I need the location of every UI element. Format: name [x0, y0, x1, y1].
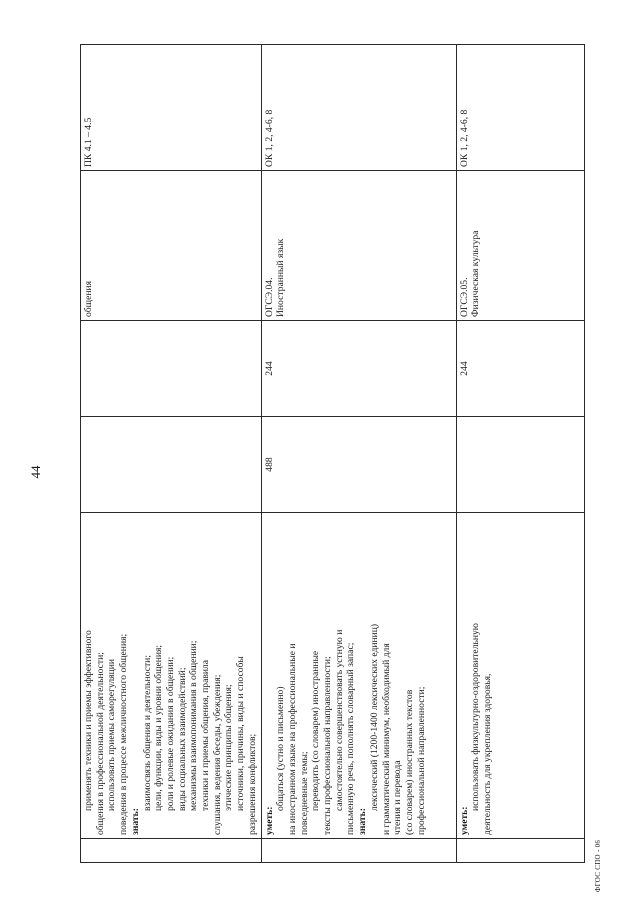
hours-cell	[81, 321, 262, 417]
index-cell	[456, 839, 584, 863]
content-line: слушания, ведения беседы, убеждения;	[211, 674, 223, 835]
content-cell	[261, 513, 456, 839]
content-line: взаимосвязь общения и деятельности;	[141, 655, 153, 811]
max-hours-cell	[456, 417, 584, 513]
content-line: применять техники и приемы эффективного	[83, 630, 94, 811]
discipline-cell	[456, 171, 584, 321]
content-line: переводить (со словарем) иностранные	[310, 650, 322, 811]
section-label: уметь:	[458, 806, 470, 835]
competency-code: ОК 1, 2, 4-6, 8	[263, 109, 275, 167]
competencies-cell	[81, 45, 262, 171]
content-cell	[456, 513, 584, 839]
max-hours-cell	[81, 417, 262, 513]
content-line: чтения и перевода	[392, 760, 404, 835]
discipline-code: ОГСЭ.05.	[458, 277, 470, 317]
footer-code: ФГОС СПО - 06	[594, 839, 602, 893]
discipline-cell	[261, 171, 456, 321]
content-cell	[81, 513, 262, 839]
table-body	[81, 45, 585, 863]
content-line: общаться (устно и письменно)	[275, 686, 287, 811]
page-number: 44	[28, 465, 43, 479]
hours-cell: 244	[261, 321, 456, 417]
content-line: деятельность для укрепления здоровья,	[481, 673, 493, 835]
content-line: на иностранном языке на профессиональные и	[286, 643, 298, 835]
table-row	[81, 45, 262, 863]
hours-cell: 244	[456, 321, 584, 417]
content-line: цели, функции, виды и уровни общения;	[153, 644, 165, 811]
index-cell	[81, 839, 262, 863]
discipline-code: ОГСЭ.04.	[263, 277, 275, 317]
max-hours-cell: 488	[261, 417, 456, 513]
content-line: использовать приемы саморегуляции	[106, 659, 118, 811]
content-line: и грамматический минимум, необходимый для	[380, 643, 392, 835]
competencies-cell	[261, 45, 456, 171]
content-line: лексический (1200-1400 лексических единиц)	[368, 623, 380, 811]
index-cell	[261, 839, 456, 863]
content-line: повседневные темы;	[298, 751, 310, 835]
discipline-name: Физическая культура	[470, 230, 482, 317]
discipline-name: общения	[83, 280, 94, 317]
content-line: профессиональной направленности;	[415, 686, 427, 835]
section-label: знать:	[357, 808, 369, 835]
content-line: роли и ролевые ожидания в общении;	[164, 656, 176, 811]
content-line: самостоятельно совершенствовать устную и	[333, 629, 345, 811]
competency-code: ПК 4.1 – 4.5	[83, 117, 94, 167]
content-line: источники, причины, виды и способы	[235, 656, 247, 811]
curriculum-table-region	[80, 45, 560, 863]
content-line: виды социальных взаимодействий;	[176, 667, 188, 811]
content-line: тексты профессиональной направленности;	[322, 656, 334, 835]
table-row	[456, 45, 584, 863]
discipline-name: Иностранный язык	[275, 238, 287, 317]
curriculum-table	[80, 44, 585, 863]
rotated-table-container	[80, 45, 560, 863]
content-line: (со словарем) иностранных текстов	[403, 689, 415, 835]
content-line: разрешения конфликтов;	[246, 733, 258, 835]
section-label: уметь:	[263, 806, 275, 835]
content-line: письменную речь, пополнять словарный запас;	[345, 642, 357, 835]
content-line: этические принципы общения;	[223, 684, 235, 811]
table-row	[261, 45, 456, 863]
competency-code: ОК 1, 2, 4-6, 8	[458, 109, 470, 167]
content-line: механизмы взаимопонимания в общении;	[188, 640, 200, 811]
section-label: знать:	[129, 808, 141, 835]
content-line: поведения в процессе межличностного общения;	[118, 633, 130, 835]
content-line: техники и приемы общения, правила	[200, 659, 212, 811]
competencies-cell	[456, 45, 584, 171]
content-line: использовать физкультурно-оздоровительную	[470, 623, 482, 811]
discipline-cell	[81, 171, 262, 321]
content-line: общения в профессиональной деятельности;	[94, 652, 106, 835]
